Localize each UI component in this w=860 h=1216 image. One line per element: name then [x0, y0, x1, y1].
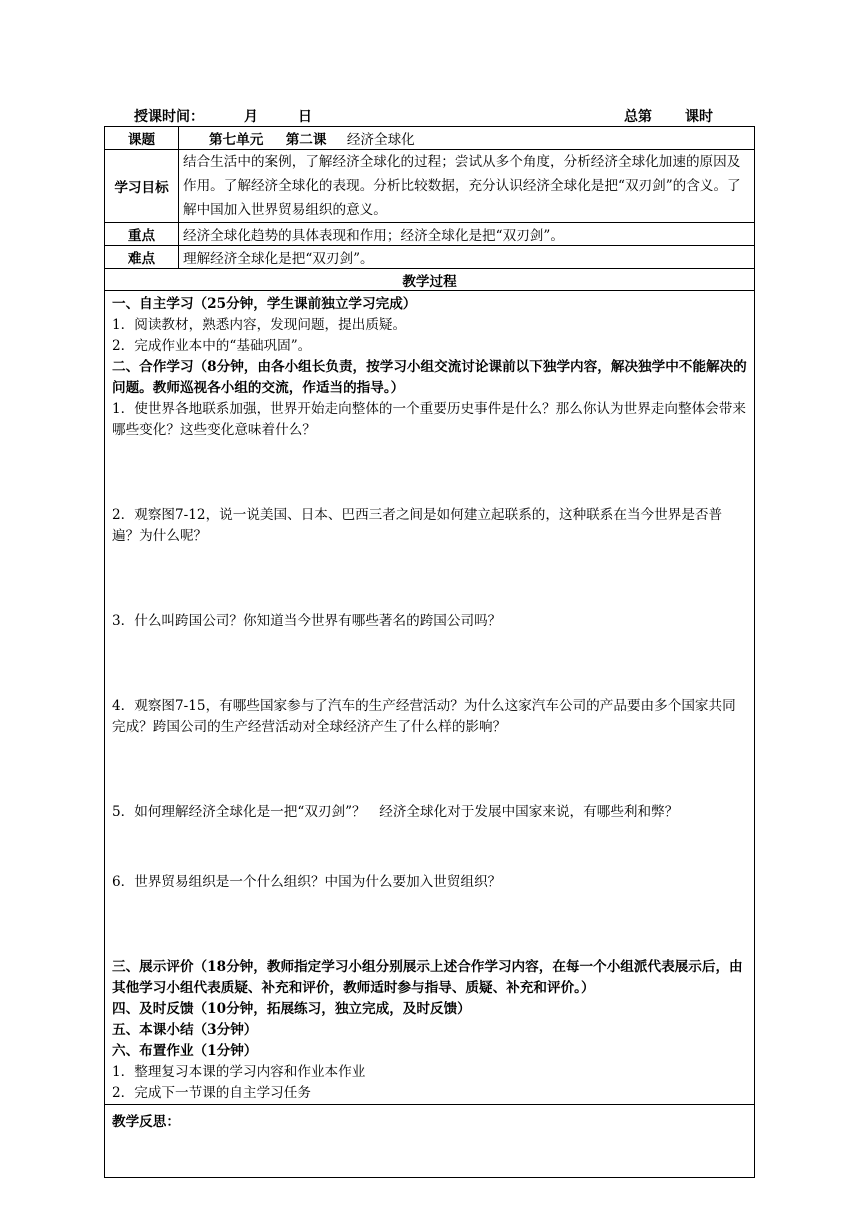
title-cell — [179, 127, 755, 150]
key-text: 经济全球化趋势的具体表现和作用；经济全球化是把“双刃剑”。 — [179, 223, 755, 246]
question-6: 6．世界贸易组织是一个什么组织？中国为什么要加入世贸组织？ — [112, 874, 502, 890]
process-label: 教学过程 — [105, 269, 755, 291]
title-lesson: 第二课 — [285, 132, 327, 148]
answer-space-6 — [112, 893, 748, 957]
title-label: 课题 — [105, 127, 179, 150]
title-unit: 第七单元 — [209, 132, 264, 148]
day-label: 日 — [298, 109, 312, 125]
reflection-label: 教学反思： — [105, 1105, 755, 1178]
section-summary: 五、本课小结（3分钟） — [112, 1022, 258, 1038]
section-cooperative: 二、合作学习（8分钟，由各小组长负责，按学习小组交流讨论课前以下独学内容，解决独学中不能解决的问题。教师巡视各小组的交流，作适当的指导。） — [112, 359, 747, 396]
section-feedback: 四、及时反馈（10分钟，拓展练习，独立完成，及时反馈） — [112, 1001, 471, 1017]
month-label: 月 — [244, 109, 258, 125]
lesson-plan-table — [104, 126, 755, 1178]
question-2: 2．观察图7-12，说一说美国、日本、巴西三者之间是如何建立起联系的，这种联系在当今世界是否普遍？为什么呢？ — [112, 507, 723, 544]
answer-space-3 — [112, 632, 748, 696]
reflection-row — [105, 1105, 755, 1178]
difficulty-label: 难点 — [105, 246, 179, 269]
self-study-item-2: 2．完成作业本中的“基础巩固”。 — [112, 338, 312, 354]
difficulty-text: 理解经济全球化是把“双刃剑”。 — [179, 246, 755, 269]
section-homework: 六、布置作业（1分钟） — [112, 1043, 258, 1059]
lesson-label: 课时 — [685, 109, 713, 125]
answer-space-5 — [112, 823, 748, 872]
question-5: 5．如何理解经济全球化是一把“双刃剑”？ 经济全球化对于发展中国家来说，有哪些利和弊？ — [112, 804, 679, 820]
title-row — [105, 127, 755, 150]
answer-space-4 — [112, 738, 748, 802]
process-body-row — [105, 291, 755, 1105]
goal-row — [105, 150, 755, 223]
process-header-row — [105, 269, 755, 291]
question-3: 3．什么叫跨国公司？你知道当今世界有哪些著名的跨国公司吗？ — [112, 613, 502, 629]
answer-space-1 — [112, 441, 748, 505]
key-label: 重点 — [105, 223, 179, 246]
self-study-item-1: 1．阅读教材，熟悉内容，发现问题，提出质疑。 — [112, 317, 407, 333]
question-4: 4．观察图7-15，有哪些国家参与了汽车的生产经营活动？为什么这家汽车公司的产品要由多个国家共同完成？跨国公司的生产经营活动对全球经济产生了什么样的影响？ — [112, 698, 736, 735]
difficulty-row — [105, 246, 755, 269]
key-row — [105, 223, 755, 246]
title-name: 经济全球化 — [346, 132, 415, 148]
goal-label: 学习目标 — [105, 150, 179, 223]
section-self-study: 一、自主学习（25分钟，学生课前独立学习完成） — [112, 296, 417, 312]
answer-space-2 — [112, 547, 748, 611]
goal-text: 结合生活中的案例，了解经济全球化的过程；尝试从多个角度，分析经济全球化加速的原因及作用。了解经济全球化的表现。分析比较数据，充分认识经济全球化是把“双刃剑”的含义。了解中国加入世界贸易组织的意义。 — [179, 150, 755, 223]
date-label: 授课时间： — [134, 109, 204, 125]
question-1: 1．使世界各地联系加强，世界开始走向整体的一个重要历史事件是什么？那么你认为世界走向整体会带来哪些变化？这些变化意味着什么？ — [112, 401, 746, 438]
total-label: 总第 — [624, 109, 652, 125]
process-body — [105, 291, 755, 1105]
homework-item-1: 1．整理复习本课的学习内容和作业本作业 — [112, 1064, 366, 1080]
section-presentation: 三、展示评价（18分钟，教师指定学习小组分别展示上述合作学习内容，在每一个小组派代表展示后，由其他学习小组代表质疑、补充和评价，教师适时参与指导、质疑、补充和评价。） — [112, 959, 743, 996]
homework-item-2: 2．完成下一节课的自主学习任务 — [112, 1085, 311, 1101]
